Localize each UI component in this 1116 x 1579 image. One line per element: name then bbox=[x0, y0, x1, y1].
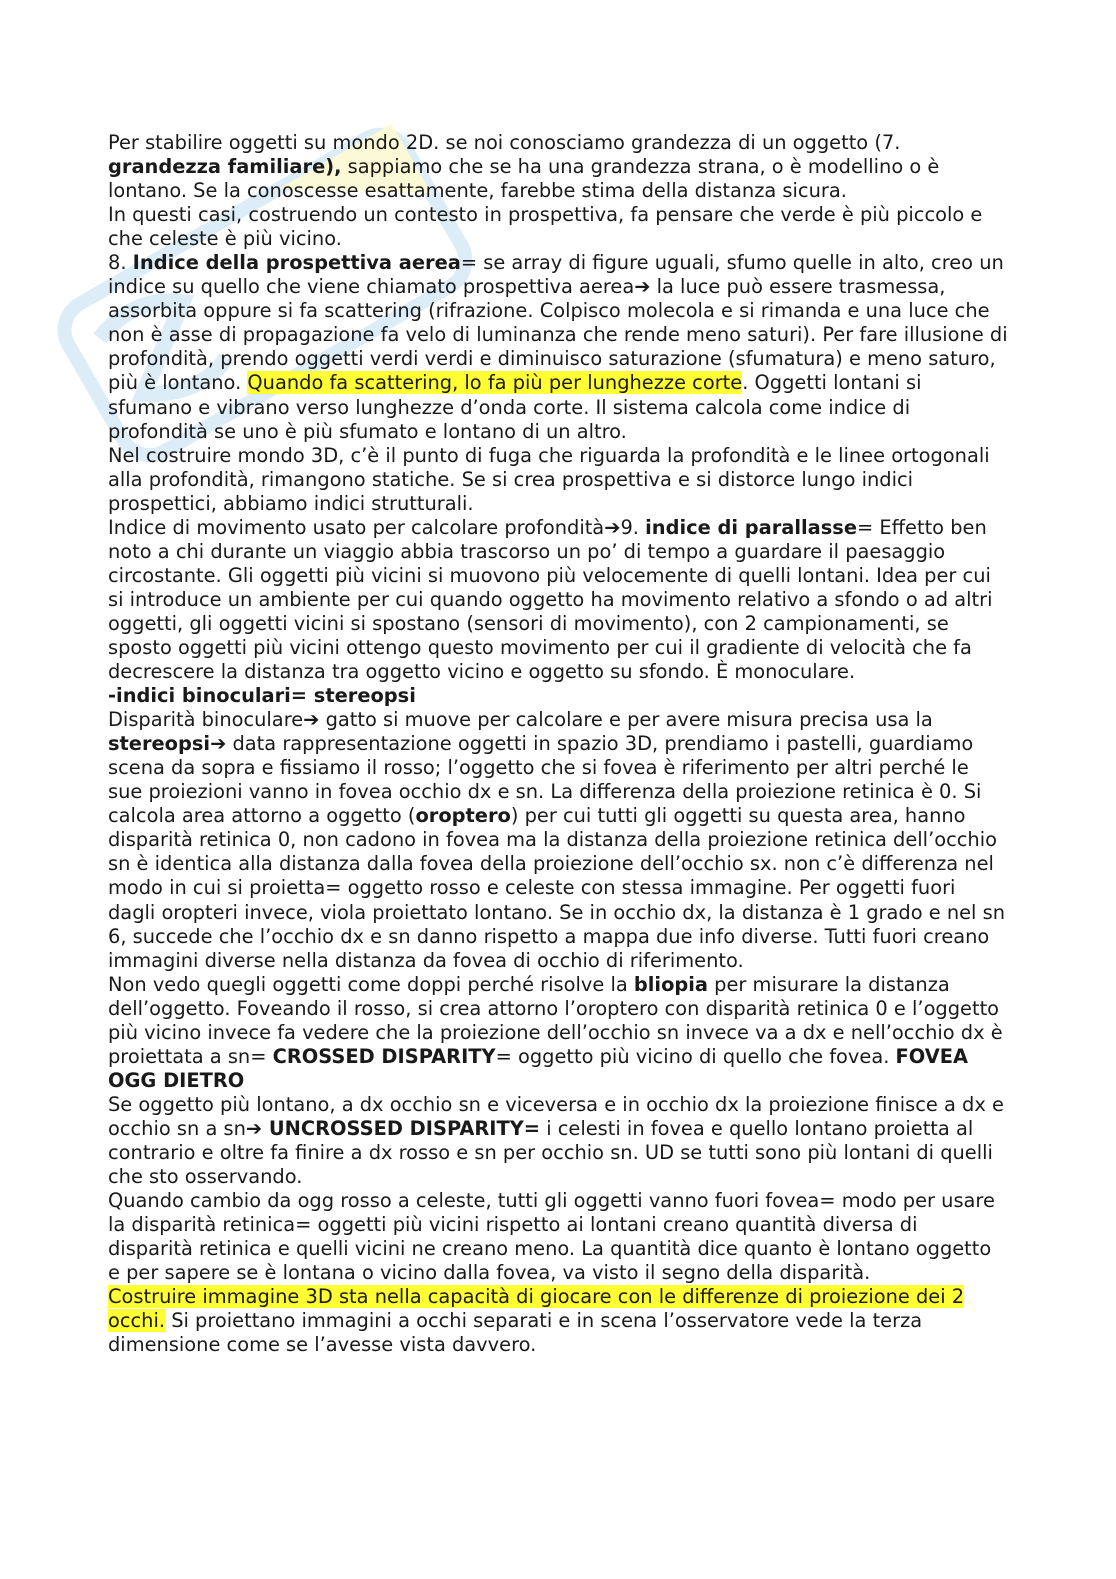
paragraph-disparita-binoculare: Disparità binoculare➔ gatto si muove per calcolare e per avere misura precisa usa la stereopsi➔ data rappresentazione oggetti in spazio 3D, prendiamo i pastelli, guardiamo scena da sopra e fissiamo il rosso; l’oggetto che si fovea è riferimento per altri perché le sue proiezioni vanno in fovea occhio dx e sn. La differenza della proiezione retinica è 0. Si calcola area attorno a oggetto (oroptero) per cui tutti gli oggetti su questa area, hanno disparità retinica 0, non cadono in fovea ma la distanza della proiezione retinica dell’occhio sn è identica alla distanza dalla fovea della proiezione dell’occhio sx. non c’è differenza nel modo in cui si proietta= oggetto rosso e celeste con stessa immagine. Per oggetti fuori dagli oropteri invece, viola proiettato lontano. Se in occhio dx, la distanza è 1 grado e nel sn 6, succede che l’occhio dx e sn danno rispetto a mappa due info diverse. Tutti fuori creano immagini diverse nella distanza da fovea di occhio di riferimento. bbox=[108, 708, 1005, 972]
arrow-icon: ➔ bbox=[303, 708, 320, 732]
paragraph-cambio-oggetto: Quando cambio da ogg rosso a celeste, tutti gli oggetti vanno fuori fovea= modo per usare la disparità retinica= oggetti più vicini rispetto ai lontani creano quantità diversa di disparità retinica e quelli vicini ne creano meno. La quantità dice quanto è lontano oggetto e per sapere se è lontana o vicino dalla fovea, va visto il segno della disparità. bbox=[108, 1189, 995, 1285]
paragraph-contesto-prospettiva: In questi casi, costruendo un contesto in prospettiva, fa pensare che verde è più piccolo e che celeste è più vicino. bbox=[108, 203, 983, 251]
paragraph-uncrossed-disparity: Se oggetto più lontano, a dx occhio sn e viceversa e in occhio dx la proiezione finisce a dx e occhio sn a sn➔ UNCROSSED DISPARITY= i celesti in fovea e quello lontano proietta al contrario e oltre fa finire a dx rosso e sn per occhio sn. UD se tutti sono più lontani di quelli che sto osservando. bbox=[108, 1092, 1004, 1189]
heading-indici-binoculari: -indici binoculari= stereopsi bbox=[108, 684, 416, 708]
paragraph-mondo-3d: Nel costruire mondo 3D, c’è il punto di fuga che riguarda la profondità e le linee ortogonali alla profondità, rimangono statiche. Se si crea prospettiva e si distorce lungo indici prospettici, abbiamo indici strutturali. bbox=[108, 443, 990, 515]
paragraph-immagine-3d: Costruire immagine 3D sta nella capacità di giocare con le differenze di proiezione dei 2 occhi. Si proiettano immagini a occhi separati e in scena l’osservatore vede la terza dimensione come se l’avesse vista davvero. bbox=[108, 1285, 965, 1357]
arrow-icon: ➔ bbox=[604, 515, 621, 539]
paragraph-prospettiva-aerea: 8. Indice della prospettiva aerea= se array di figure uguali, sfumo quelle in alto, creo un indice su quello che viene chiamato prospettiva aerea➔ la luce può essere trasmessa, assorbita oppure si fa scattering (rifrazione. Colpisco molecola e si rimanda e una luce che non è asse di propagazione fa velo di luminanza che rende meno saturi). Per fare illusione di profondità, prendo oggetti verdi verdi e diminuisco saturazione (sfumatura) e meno saturo, più è lontano. Quando fa scattering, lo fa più per lunghezze corte. Oggetti lontani si sfumano e vibrano verso lunghezze d’onda corte. Il sistema calcola come indice di profondità se uno è più sfumato e lontano di un altro. bbox=[108, 251, 1008, 443]
arrow-icon: ➔ bbox=[634, 275, 651, 299]
document-body bbox=[108, 131, 1008, 1357]
paragraph-indice-parallasse: Indice di movimento usato per calcolare profondità➔9. indice di parallasse= Effetto ben noto a chi durante un viaggio abbia trascorso un po’ di tempo a guardare il paesaggio circostante. Gli oggetti più vicini si muovono più velocemente di quelli lontani. Idea per cui si introduce un ambiente per cui quando oggetto ha movimento relativo a sfondo o ad altri oggetti, gli oggetti vicini si spostano (sensori di movimento), con 2 campionamenti, se sposto oggetti più vicini ottengo questo movimento per cui il gradiente di velocità che fa decrescere la distanza tra oggetto vicino e oggetto su sfondo. È monoculare. bbox=[108, 515, 993, 684]
paragraph-crossed-disparity: Non vedo quegli oggetti come doppi perché risolve la bliopia per misurare la distanza dell’oggetto. Foveando il rosso, si crea attorno l’oroptero con disparità retinica 0 e l’oggetto più vicino invece fa vedere che la proiezione dell’occhio sn invece va a dx e nell’occhio dx è proiettata a sn= CROSSED DISPARITY= oggetto più vicino di quello che fovea. FOVEA OGG DIETRO bbox=[108, 972, 1003, 1092]
highlighted-text: Costruire immagine 3D sta nella capacità di giocare con le differenze di proiezione dei 2 occhi. bbox=[108, 1285, 965, 1333]
highlighted-text: Quando fa scattering, lo fa più per lunghezze corte bbox=[247, 371, 743, 395]
arrow-icon: ➔ bbox=[245, 1116, 263, 1140]
paragraph-grandezza-familiare: Per stabilire oggetti su mondo 2D. se noi conosciamo grandezza di un oggetto (7. grandezza familiare), sappiamo che se ha una grandezza strana, o è modellino o è lontano. Se la conoscesse esattamente, farebbe stima della distanza sicura. bbox=[108, 131, 940, 203]
arrow-icon: ➔ bbox=[210, 732, 227, 756]
